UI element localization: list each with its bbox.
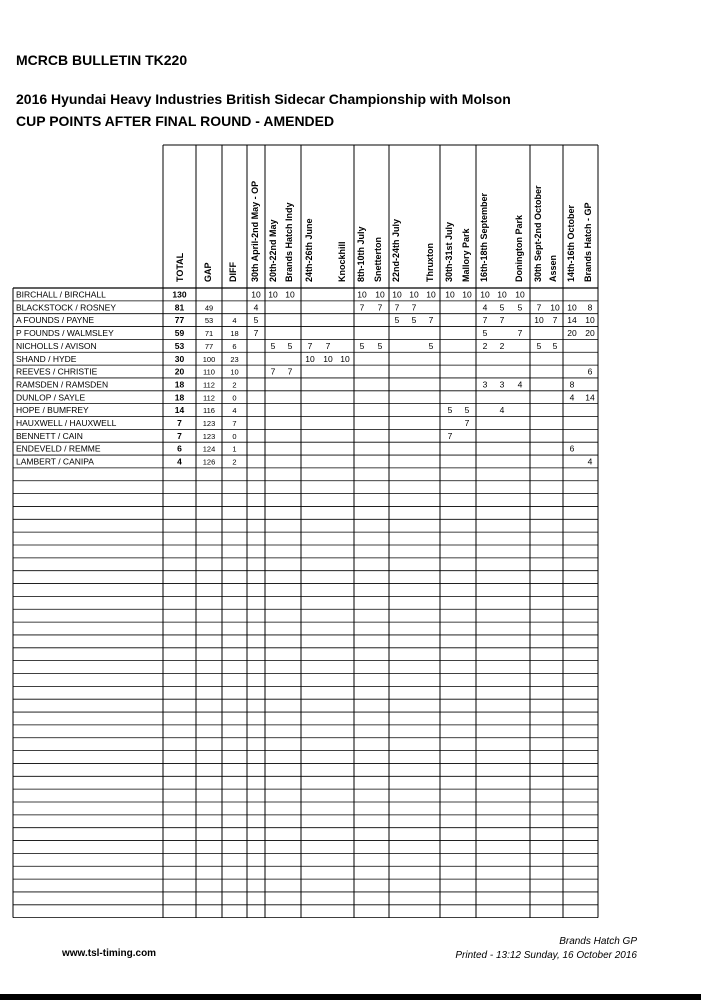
rider-name: HAUXWELL / HAUXWELL xyxy=(16,418,117,428)
points-value: 4 xyxy=(569,392,575,403)
points-value: 5 xyxy=(270,340,276,351)
points-value: 7 xyxy=(287,366,293,377)
total-points: 130 xyxy=(172,289,187,300)
gap-value: 124 xyxy=(202,444,216,454)
points-value: 7 xyxy=(411,302,417,313)
rider-name: RAMSDEN / RAMSDEN xyxy=(16,379,109,390)
points-value: 7 xyxy=(552,315,558,326)
page-subtitle: CUP POINTS AFTER FINAL ROUND - AMENDED xyxy=(16,113,335,129)
points-value: 7 xyxy=(447,430,453,441)
points-value: 10 xyxy=(585,315,595,326)
points-value: 7 xyxy=(464,418,470,428)
points-value: 10 xyxy=(392,289,402,300)
points-value: 4 xyxy=(482,302,488,313)
rider-name: SHAND / HYDE xyxy=(16,353,77,364)
points-value: 7 xyxy=(394,302,400,313)
points-value: 20 xyxy=(585,328,595,339)
gap-value: 100 xyxy=(202,354,216,364)
rider-name: A FOUNDS / PAYNE xyxy=(16,315,95,326)
points-value: 7 xyxy=(377,302,383,313)
gap-value: 123 xyxy=(202,419,216,428)
rider-name: DUNLOP / SAYLE xyxy=(16,392,86,403)
points-value: 7 xyxy=(253,328,259,339)
total-points: 59 xyxy=(174,328,185,339)
points-value: 5 xyxy=(253,315,259,326)
total-points: 14 xyxy=(174,405,185,416)
bulletin-title: MCRCB BULLETIN TK220 xyxy=(16,52,188,68)
points-value: 10 xyxy=(375,289,385,300)
points-value: 10 xyxy=(323,353,333,364)
points-value: 5 xyxy=(394,315,400,326)
points-value: 10 xyxy=(268,289,278,300)
header-total: TOTAL xyxy=(175,252,185,282)
points-value: 7 xyxy=(499,315,505,326)
points-value: 4 xyxy=(499,405,505,416)
points-value: 6 xyxy=(569,443,575,454)
championship-title: 2016 Hyundai Heavy Industries British Sidecar Championship with Molson xyxy=(16,91,511,107)
points-value: 8 xyxy=(569,379,575,390)
points-value: 5 xyxy=(499,302,505,313)
gap-value: 77 xyxy=(204,341,214,351)
header-gap: GAP xyxy=(203,262,213,282)
points-value: 10 xyxy=(426,289,436,300)
gap-value: 53 xyxy=(204,316,214,326)
points-value: 4 xyxy=(253,302,259,313)
points-value: 4 xyxy=(517,379,523,390)
points-value: 10 xyxy=(357,289,367,300)
rider-name: BLACKSTOCK / ROSNEY xyxy=(16,302,116,313)
diff-value: 0 xyxy=(232,393,237,403)
points-value: 4 xyxy=(587,456,593,467)
total-points: 30 xyxy=(174,353,185,364)
points-value: 2 xyxy=(499,340,505,351)
total-points: 77 xyxy=(174,315,185,326)
points-value: 5 xyxy=(428,340,434,351)
diff-value: 23 xyxy=(230,354,239,364)
round-venue-header: Mallory Park xyxy=(461,228,471,282)
diff-value: 2 xyxy=(232,380,237,390)
points-value: 10 xyxy=(550,302,560,313)
round-date-header: 24th-26th June xyxy=(304,218,314,282)
diff-value: 18 xyxy=(230,329,239,339)
rider-name: ENDEVELD / REMME xyxy=(16,443,101,454)
points-value: 10 xyxy=(409,289,419,300)
round-venue-header: Brands Hatch Indy xyxy=(284,202,294,282)
total-points: 6 xyxy=(177,443,182,454)
event-name: Brands Hatch GP xyxy=(559,936,637,947)
diff-value: 7 xyxy=(232,419,237,428)
bottom-bar xyxy=(0,994,701,1000)
round-venue-header: Donington Park xyxy=(514,215,524,282)
points-value: 7 xyxy=(325,340,331,351)
diff-value: 2 xyxy=(232,457,237,467)
points-value: 10 xyxy=(497,289,507,300)
points-value: 5 xyxy=(377,340,383,351)
total-points: 53 xyxy=(174,340,185,351)
points-value: 3 xyxy=(482,379,488,390)
round-venue-header: Thruxton xyxy=(425,243,435,282)
header-diff: DIFF xyxy=(228,262,238,282)
rider-name: P FOUNDS / WALMSLEY xyxy=(16,328,114,339)
gap-value: 71 xyxy=(204,329,214,339)
round-venue-header: Snetterton xyxy=(373,237,383,282)
rider-name: HOPE / BUMFREY xyxy=(16,405,89,416)
points-value: 5 xyxy=(287,340,293,351)
points-value: 10 xyxy=(445,289,455,300)
rider-name: BENNETT / CAIN xyxy=(16,430,83,441)
gap-value: 110 xyxy=(203,367,215,377)
round-date-header: 20th-22nd May xyxy=(268,219,278,282)
total-points: 7 xyxy=(177,430,182,441)
rider-name: BIRCHALL / BIRCHALL xyxy=(16,289,106,300)
points-value: 10 xyxy=(285,289,295,300)
points-value: 10 xyxy=(340,353,350,364)
points-value: 6 xyxy=(587,366,593,377)
gap-value: 49 xyxy=(204,303,214,313)
points-value: 3 xyxy=(499,379,505,390)
points-value: 7 xyxy=(270,366,276,377)
website-link[interactable]: www.tsl-timing.com xyxy=(62,948,157,959)
points-value: 7 xyxy=(428,315,434,326)
points-value: 20 xyxy=(567,328,577,339)
points-value: 7 xyxy=(359,302,365,313)
total-points: 20 xyxy=(174,366,185,377)
points-value: 10 xyxy=(305,353,315,364)
points-value: 5 xyxy=(517,302,523,313)
round-date-header: 30th Sept-2nd October xyxy=(533,185,543,282)
diff-value: 4 xyxy=(232,406,237,416)
points-value: 5 xyxy=(359,340,365,351)
points-value: 10 xyxy=(567,302,577,313)
points-value: 5 xyxy=(482,328,488,339)
round-venue-header: Assen xyxy=(548,254,558,282)
points-value: 7 xyxy=(517,328,523,339)
total-points: 18 xyxy=(174,379,185,390)
round-venue-header: Knockhill xyxy=(337,241,347,282)
points-value: 5 xyxy=(464,405,470,416)
rider-name: LAMBERT / CANIPA xyxy=(16,456,94,467)
round-date-header: 30th-31st July xyxy=(444,221,454,282)
points-value: 7 xyxy=(307,340,313,351)
round-venue-header: Brands Hatch - GP xyxy=(583,202,593,282)
diff-value: 0 xyxy=(232,431,237,441)
points-value: 2 xyxy=(482,340,488,351)
round-date-header: 22nd-24th July xyxy=(391,218,401,282)
points-value: 14 xyxy=(567,315,577,326)
total-points: 7 xyxy=(177,418,182,428)
total-points: 81 xyxy=(174,302,185,313)
points-value: 10 xyxy=(462,289,472,300)
diff-value: 6 xyxy=(232,341,237,351)
points-value: 8 xyxy=(587,302,593,313)
points-value: 14 xyxy=(585,392,595,403)
points-value: 10 xyxy=(480,289,490,300)
points-value: 10 xyxy=(251,289,261,300)
gap-value: 123 xyxy=(202,431,216,441)
rider-name: REEVES / CHRISTIE xyxy=(16,366,98,377)
points-value: 5 xyxy=(536,340,542,351)
gap-value: 116 xyxy=(203,406,215,416)
points-value: 5 xyxy=(552,340,558,351)
total-points: 4 xyxy=(177,456,182,467)
points-value: 10 xyxy=(515,289,525,300)
round-date-header: 16th-18th September xyxy=(479,192,489,282)
total-points: 18 xyxy=(174,392,185,403)
rider-name: NICHOLLS / AVISON xyxy=(16,340,97,351)
diff-value: 4 xyxy=(232,316,237,326)
round-date-header: 14th-16th October xyxy=(566,204,576,282)
round-date-header: 8th-10th July xyxy=(356,226,366,282)
points-value: 7 xyxy=(482,315,488,326)
points-value: 5 xyxy=(411,315,417,326)
printed-timestamp: Printed - 13:12 Sunday, 16 October 2016 xyxy=(455,950,637,961)
round-date-header: 30th April-2nd May - OP xyxy=(250,180,260,282)
gap-value: 112 xyxy=(203,380,215,390)
diff-value: 1 xyxy=(232,444,237,454)
points-value: 10 xyxy=(534,315,544,326)
gap-value: 126 xyxy=(202,457,216,467)
gap-value: 112 xyxy=(203,393,215,403)
points-value: 7 xyxy=(536,302,542,313)
diff-value: 10 xyxy=(230,367,239,377)
points-value: 5 xyxy=(447,405,453,416)
